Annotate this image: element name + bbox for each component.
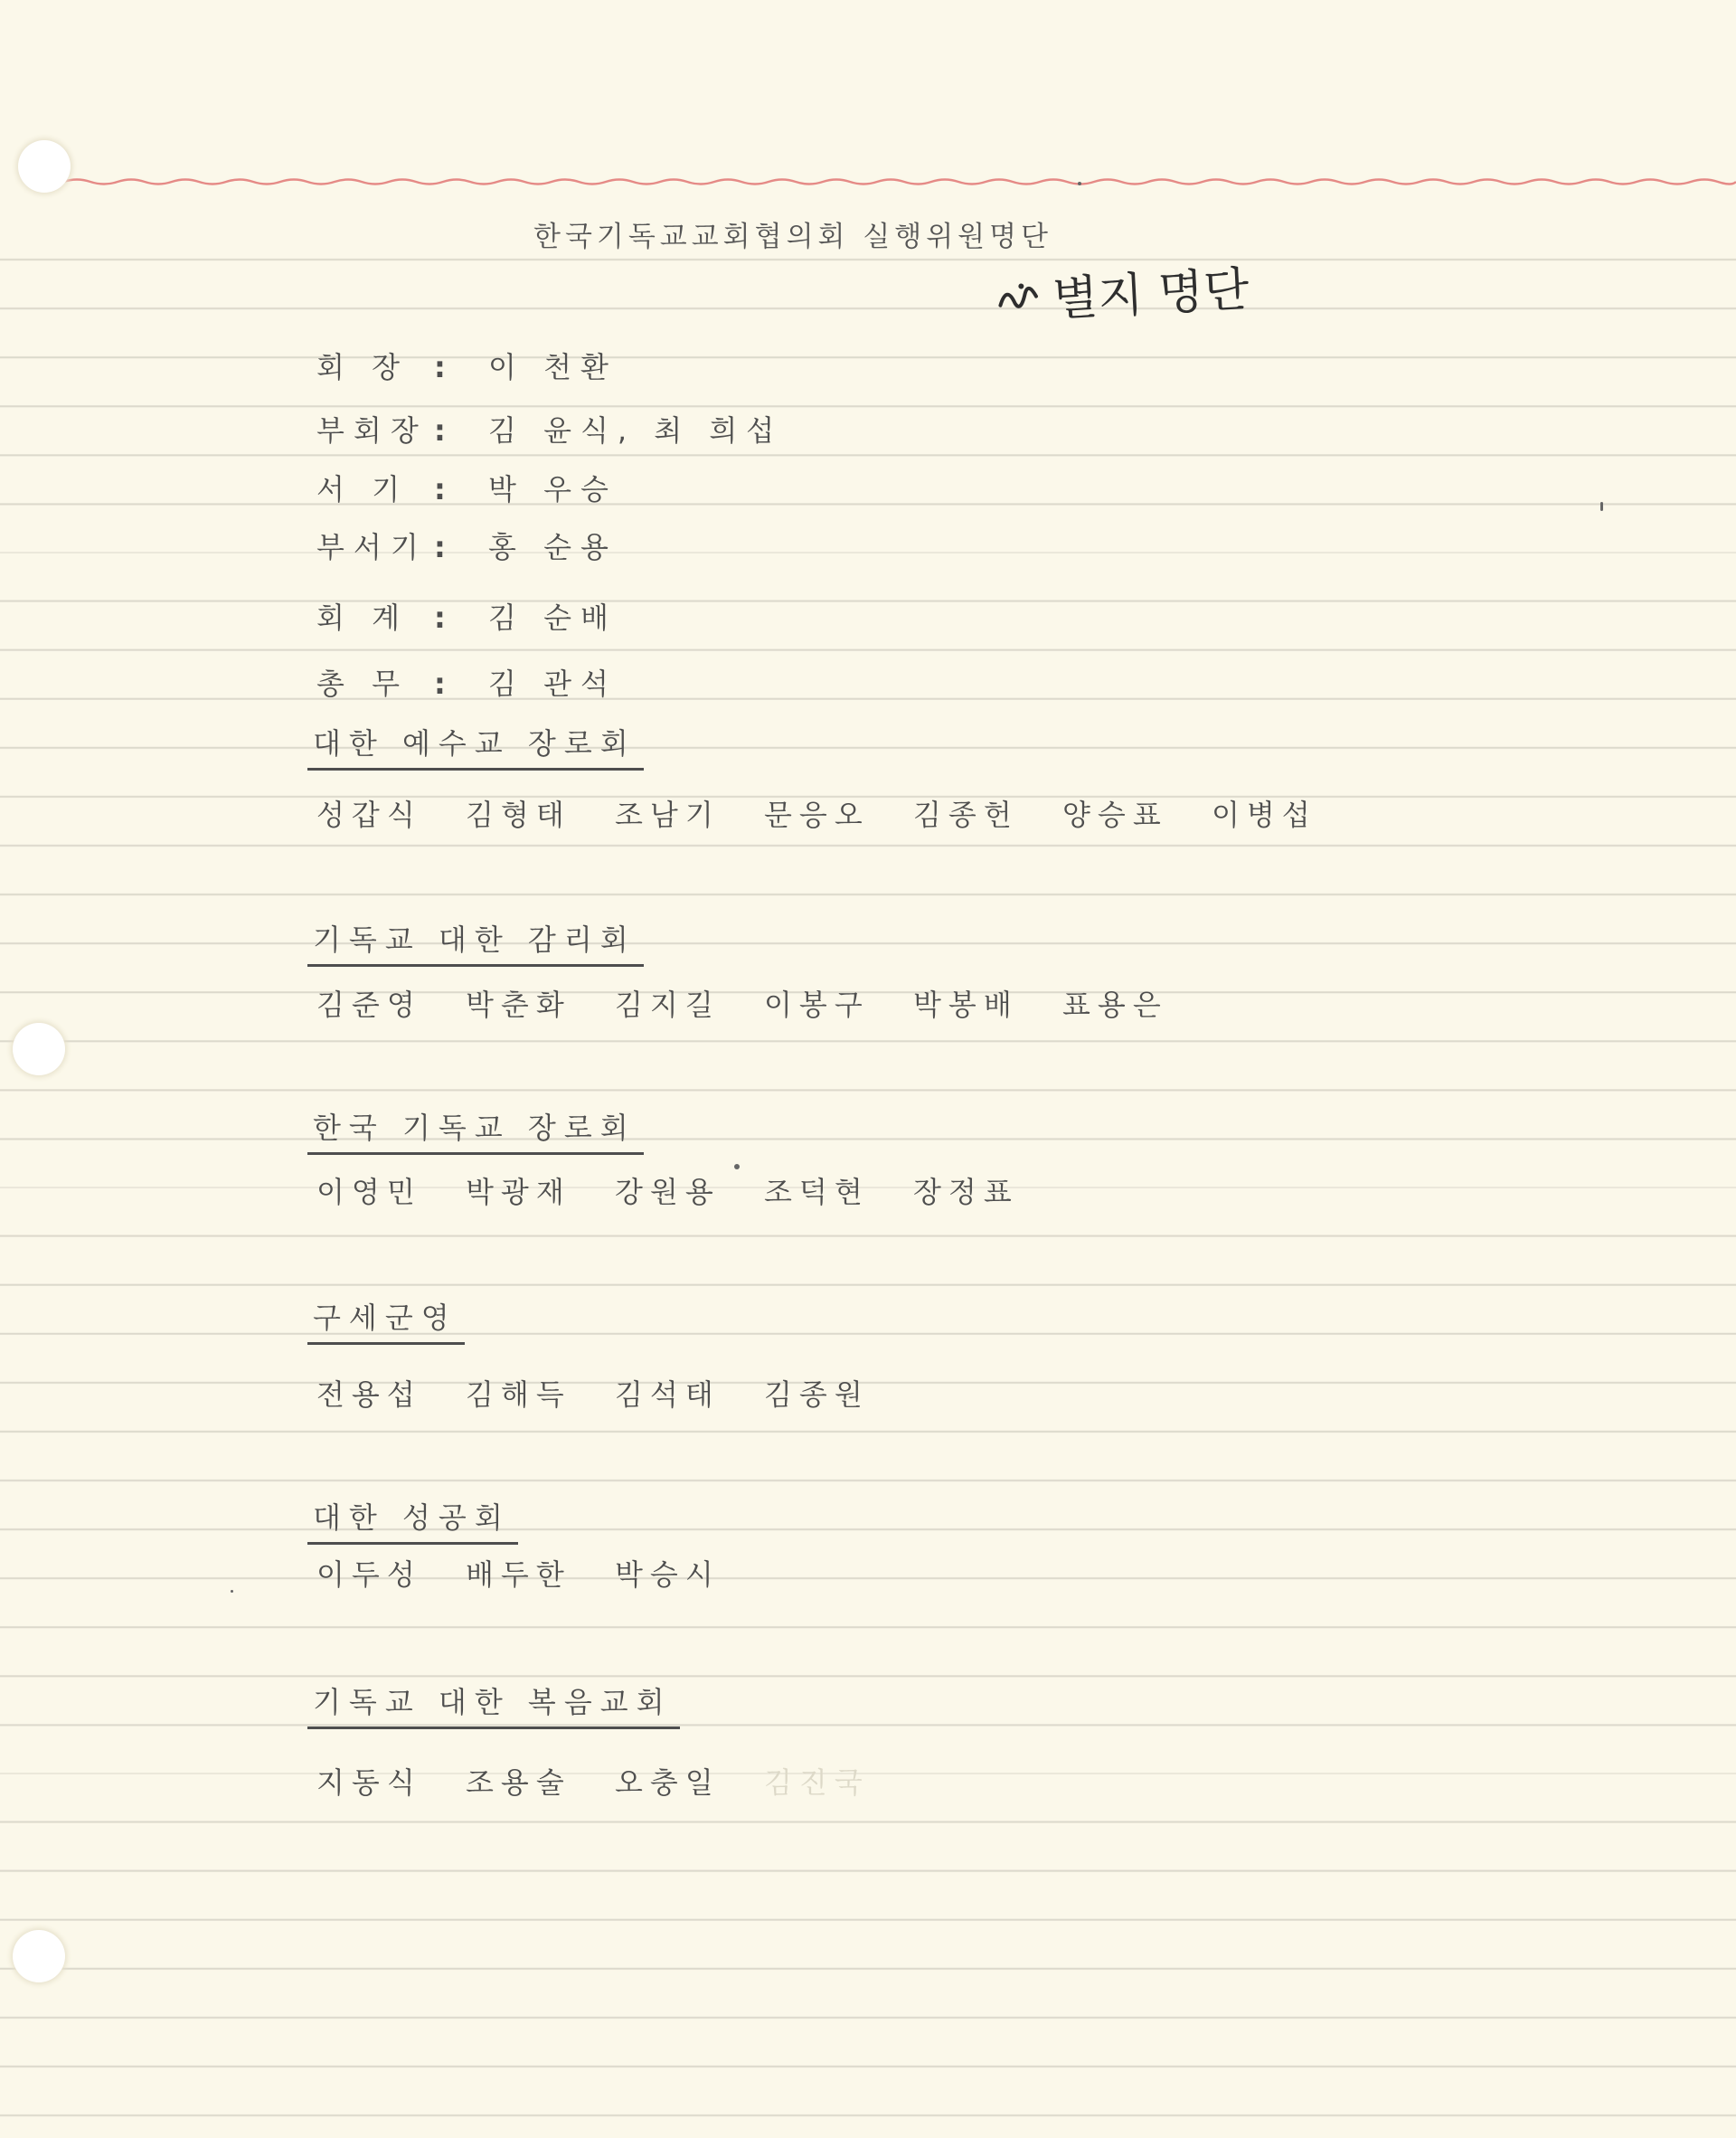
- member-name: 조남기: [615, 798, 721, 832]
- officer-colon: :: [434, 413, 446, 448]
- member-name: 장정표: [913, 1175, 1019, 1209]
- handwritten-note-text: 별지 명단: [1051, 262, 1250, 327]
- member-name: 박광재: [466, 1175, 571, 1209]
- ink-speck: [734, 1164, 740, 1169]
- member-name: 김준영: [316, 988, 422, 1022]
- punch-hole-top: [18, 140, 71, 193]
- document-title: 한국기독교교회협의회 실행위원명단: [533, 221, 1052, 253]
- group-heading: 대한 예수교 장로회: [307, 721, 644, 771]
- member-name: 강원용: [615, 1175, 721, 1209]
- officer-role: 총 무: [316, 667, 409, 701]
- group-members: [316, 792, 1361, 834]
- group-members: [316, 1552, 764, 1594]
- member-name: 박춘화: [466, 988, 571, 1022]
- officer-name: 김 순배: [488, 601, 618, 635]
- member-name: 문응오: [764, 798, 870, 832]
- officer-name: 김 관석: [488, 667, 618, 701]
- red-margin-rule: [63, 177, 1736, 186]
- handwritten-note: [993, 251, 1250, 332]
- officer-role: 회 계: [316, 601, 409, 635]
- officer-row: [316, 595, 618, 637]
- group-members: [316, 1760, 913, 1802]
- handwritten-mark-icon: [994, 276, 1043, 318]
- member-name: 김지길: [615, 988, 721, 1022]
- group-heading: 한국 기독교 장로회: [307, 1105, 644, 1155]
- officer-colon: :: [434, 530, 446, 564]
- member-name: 양승표: [1062, 798, 1168, 832]
- member-name: 김석태: [615, 1377, 721, 1412]
- member-name: 조용술: [466, 1765, 571, 1800]
- punch-hole-bottom: [13, 1930, 65, 1982]
- group-heading: 기독교 대한 감리회: [307, 917, 644, 967]
- member-name: 김종원: [764, 1377, 870, 1412]
- member-name: 이봉구: [764, 988, 870, 1022]
- group-heading: 대한 성공회: [307, 1495, 518, 1545]
- group-heading: 구세군영: [307, 1295, 465, 1345]
- member-name: 배두한: [466, 1557, 571, 1592]
- member-name: 오충일: [615, 1765, 721, 1800]
- officer-colon: :: [434, 472, 446, 506]
- officer-name: 홍 순용: [488, 530, 618, 564]
- member-name: 표용은: [1062, 988, 1168, 1022]
- officer-colon: :: [434, 667, 446, 701]
- officer-row: [316, 345, 618, 386]
- officer-name: 이 천환: [488, 350, 618, 384]
- member-name: 이두성: [316, 1557, 422, 1592]
- officer-row: [316, 408, 783, 449]
- officer-row: [316, 661, 618, 703]
- group-heading: 기독교 대한 복음교회: [307, 1679, 680, 1729]
- group-members: [316, 1169, 1062, 1211]
- member-name: 김종헌: [913, 798, 1019, 832]
- officer-role: 부회장: [316, 413, 428, 448]
- member-name: 김형태: [466, 798, 571, 832]
- ink-speck: [1078, 182, 1081, 185]
- officer-row: [316, 467, 618, 508]
- ink-speck: [1600, 502, 1603, 511]
- ink-speck: [231, 1590, 233, 1593]
- member-name: 지동식: [316, 1765, 422, 1800]
- officer-name: 김 윤식, 최 희섭: [488, 413, 784, 448]
- punch-hole-middle: [13, 1023, 65, 1075]
- member-name: 김해득: [466, 1377, 571, 1412]
- member-name: 김진국: [764, 1765, 870, 1800]
- officer-role: 서 기: [316, 472, 409, 506]
- officer-name: 박 우승: [488, 472, 618, 506]
- member-name: 박승시: [615, 1557, 721, 1592]
- member-name: 전용섭: [316, 1377, 422, 1412]
- officer-row: [316, 525, 618, 566]
- group-members: [316, 1372, 913, 1414]
- member-name: 성갑식: [316, 798, 422, 832]
- officer-colon: :: [434, 350, 446, 384]
- officer-role: 회 장: [316, 350, 409, 384]
- member-name: 박봉배: [913, 988, 1019, 1022]
- officer-colon: :: [434, 601, 446, 635]
- group-members: [316, 982, 1212, 1024]
- officer-role: 부서기: [316, 530, 428, 564]
- member-name: 이병섭: [1212, 798, 1317, 832]
- member-name: 이영민: [316, 1175, 422, 1209]
- member-name: 조덕현: [764, 1175, 870, 1209]
